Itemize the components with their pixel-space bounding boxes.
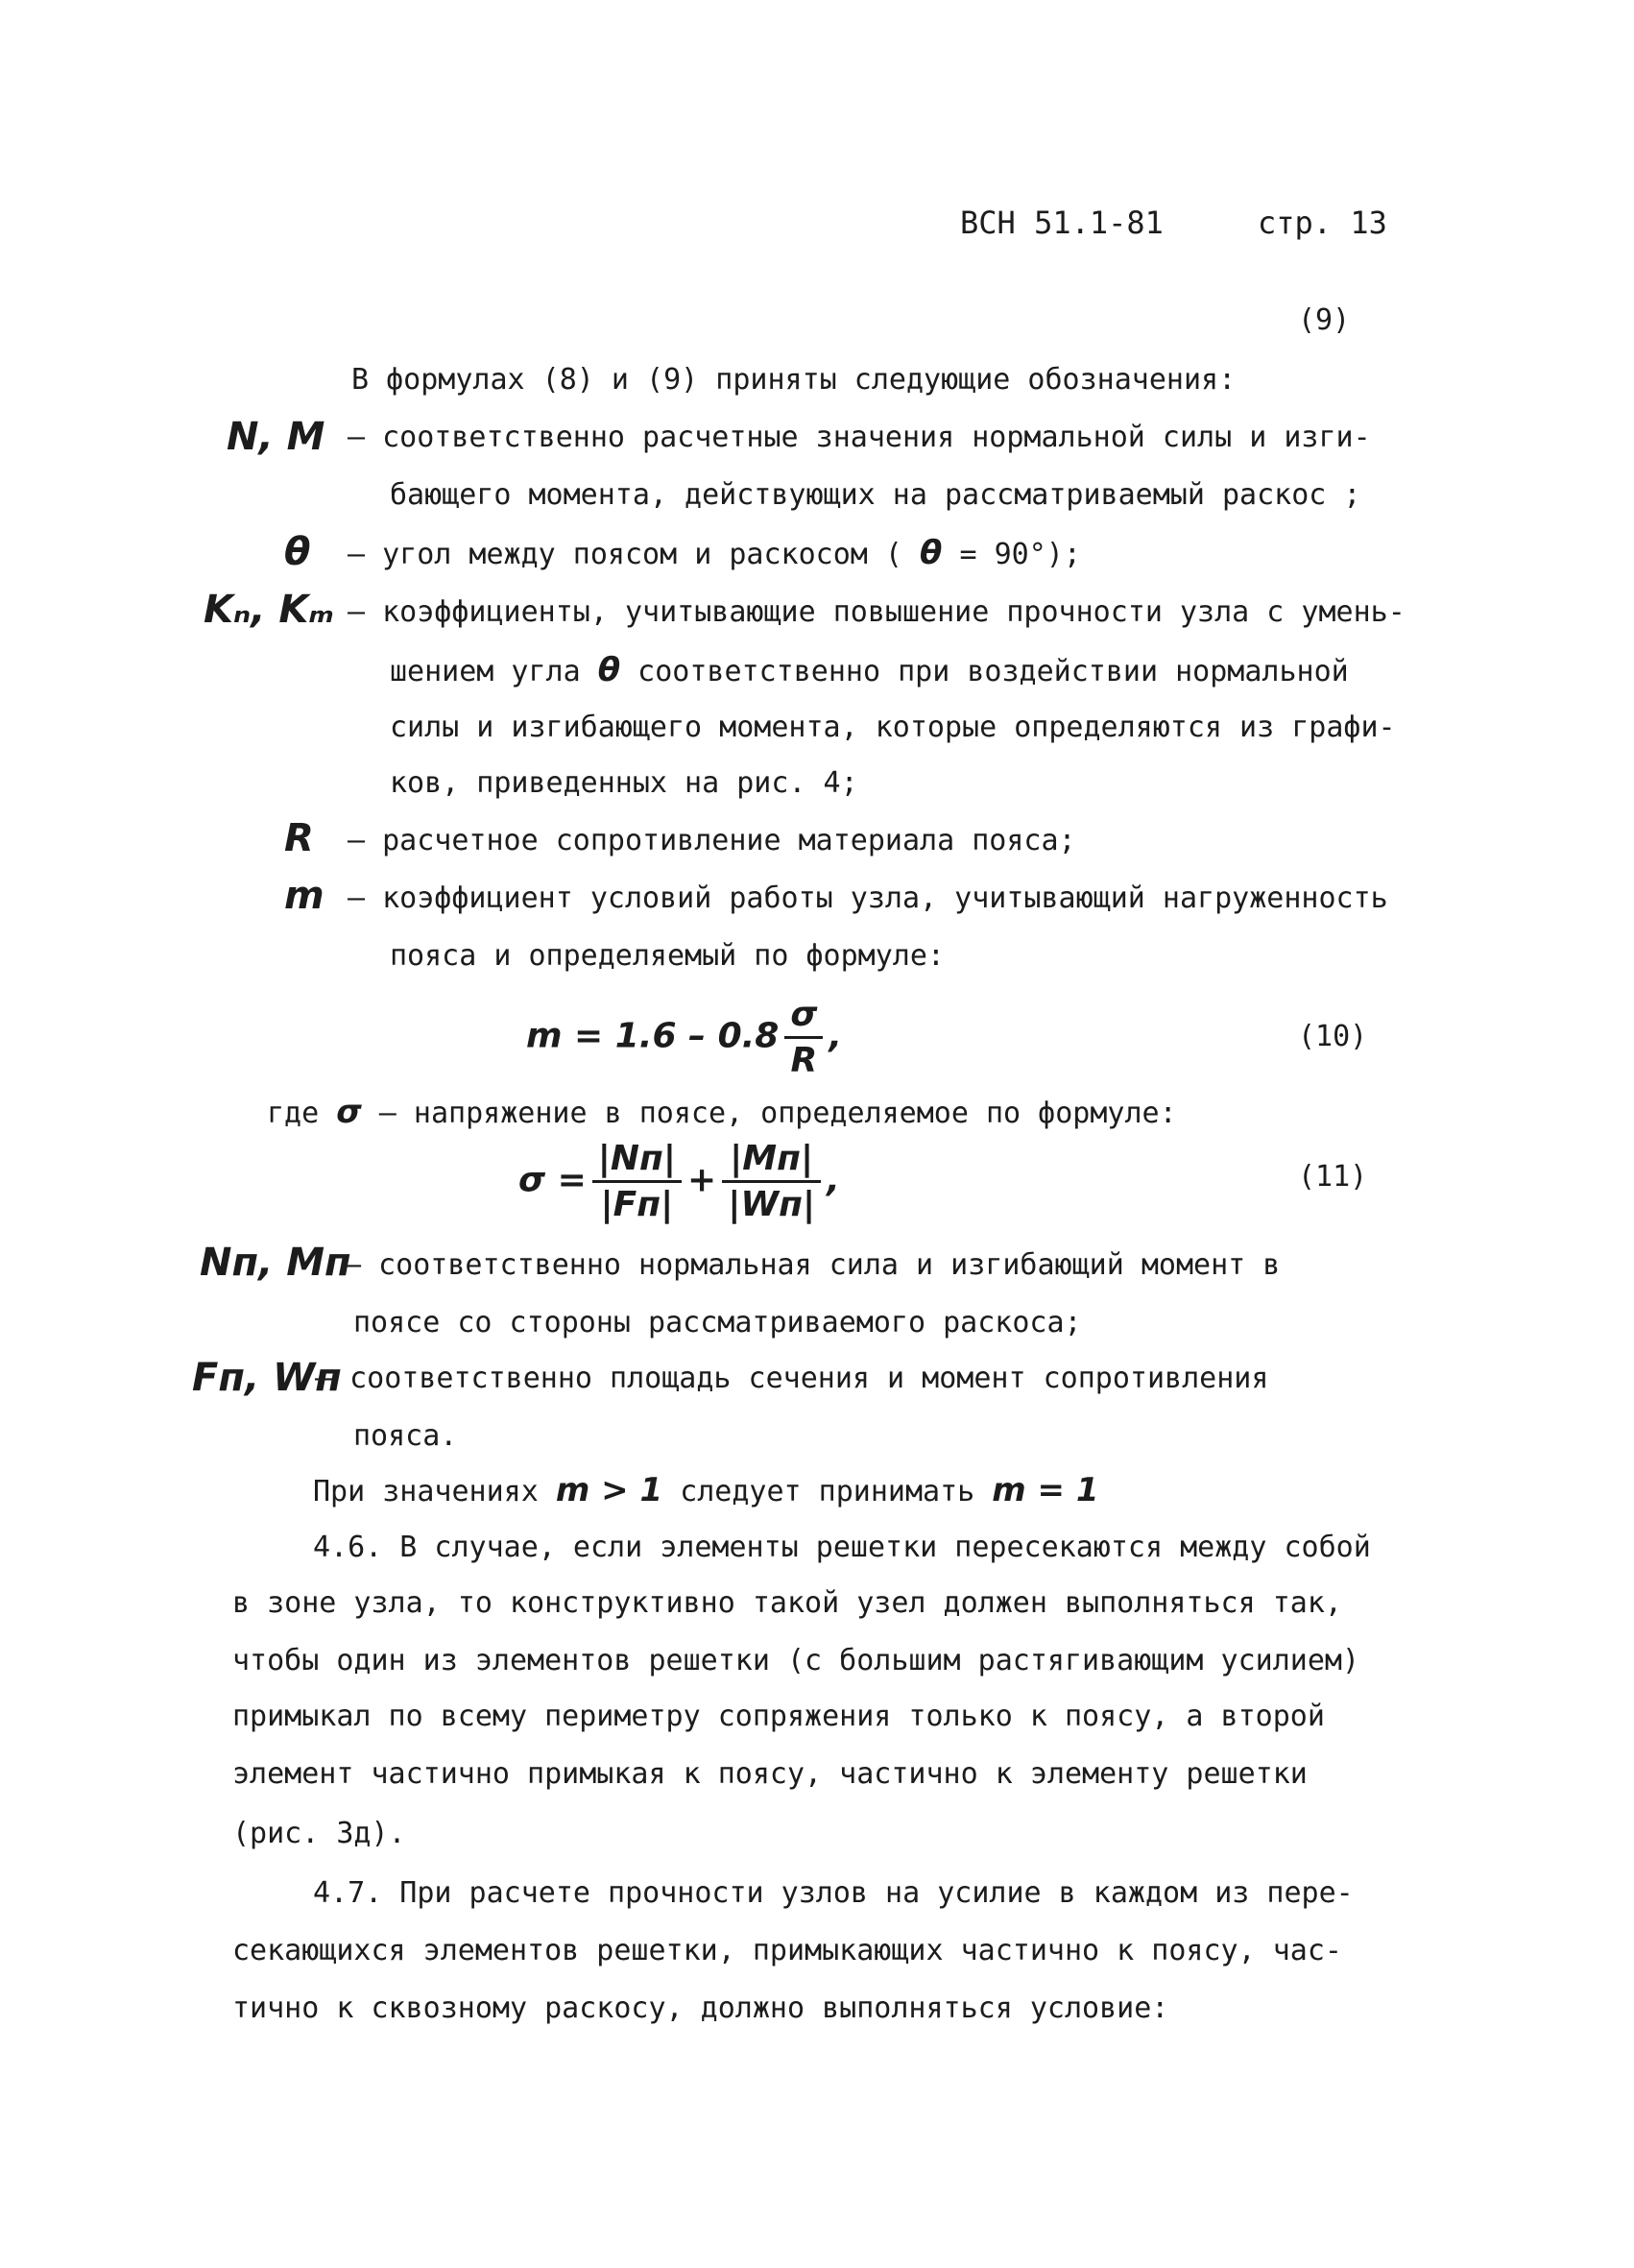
def-NnMn-line1: – соответственно нормальная сила и изгибающий момент в — [344, 1248, 1281, 1282]
def-R-line: – расчетное сопротивление материала пояса; — [348, 824, 1076, 857]
symbol-K: Kₙ, Kₘ — [204, 588, 334, 632]
where-sigma-text: – напряжение в поясе, определяемое по формуле: — [378, 1097, 1177, 1130]
symbol-R: R — [284, 816, 314, 860]
equation-11-number: (11) — [1298, 1160, 1368, 1194]
def-FnWn-line2: пояса. — [353, 1419, 458, 1453]
eq11-den2: |Wп| — [728, 1185, 816, 1224]
eq10-fraction — [784, 995, 823, 1080]
p47-line3: тично к сквозному раскосу, должно выполняться условие: — [232, 1991, 1169, 2025]
doc-code: ВСН 51.1-81 — [960, 205, 1164, 241]
eq11-num2: |Mп| — [722, 1139, 821, 1183]
def-K-line4: ков, приведенных на рис. 4; — [390, 766, 858, 800]
equation-10-number: (10) — [1298, 1020, 1368, 1053]
def-K-line3: силы и изгибающего момента, которые определяются из графи- — [390, 711, 1396, 744]
eq10-tail: , — [829, 1016, 843, 1056]
p46-line6: (рис. 3д). — [232, 1817, 406, 1850]
eq11-num1: |Nп| — [592, 1139, 682, 1183]
eq11-den1: |Fп| — [600, 1185, 674, 1224]
def-K-line2 — [390, 651, 1349, 691]
m-rule-val: m = 1 — [992, 1471, 1099, 1509]
m-rule-mid: следует принимать — [680, 1475, 975, 1508]
m-rule-cond: m > 1 — [555, 1471, 663, 1509]
def-theta-pre: – угол между поясом и раскосом ( — [348, 538, 902, 571]
def-FnWn-line1: – соответственно площадь сечения и момент сопротивления — [315, 1362, 1269, 1395]
def-NM-line2: бающего момента, действующих на рассматриваемый раскос ; — [390, 478, 1361, 512]
m-rule-line — [313, 1471, 1099, 1511]
def-m-line2: пояса и определяемый по формуле: — [390, 939, 945, 973]
equation-10 — [526, 995, 842, 1080]
def-theta-line — [348, 534, 1081, 574]
where-pre: где — [267, 1097, 320, 1130]
symbol-Nn-Mn: Nп, Mп — [200, 1241, 351, 1285]
where-sigma-sym: σ — [336, 1093, 362, 1131]
eq11-fraction-2 — [722, 1139, 821, 1224]
p46-line4: примыкал по всему периметру сопряжения только к поясу, а второй — [232, 1700, 1325, 1733]
m-rule-pre: При значениях — [313, 1475, 539, 1508]
symbol-m: m — [284, 874, 324, 918]
p47-line1: 4.7. При расчете прочности узлов на усилие в каждом из пере- — [313, 1876, 1354, 1910]
eq11-lhs: σ = — [518, 1160, 587, 1200]
eq10-lhs: m = 1.6 – 0.8 — [526, 1016, 780, 1056]
symbol-N-M: N, M — [227, 415, 325, 459]
def-theta-sym: θ — [920, 534, 943, 572]
symbol-theta: θ — [284, 530, 311, 574]
p46-line1: 4.6. В случае, если элементы решетки пересекаются между собой — [313, 1531, 1371, 1564]
equation-9-number: (9) — [1298, 303, 1351, 337]
p46-line5: элемент частично примыкая к поясу, частично к элементу решетки — [232, 1757, 1308, 1791]
def-m-line1: – коэффициент условий работы узла, учитывающий нагруженность — [348, 881, 1388, 915]
eq11-plus: + — [687, 1160, 717, 1200]
page-number: стр. 13 — [1258, 205, 1387, 241]
def-NM-line1: – соответственно расчетные значения нормальной силы и изги- — [348, 421, 1371, 454]
def-K-line2b: соответственно при воздействии нормальной — [637, 655, 1349, 688]
def-K-line2a: шением угла — [390, 655, 581, 688]
equation-11 — [518, 1139, 840, 1224]
p46-line2: в зоне узла, то конструктивно такой узел должен выполняться так, — [232, 1586, 1342, 1620]
p47-line2: секающихся элементов решетки, примыкающих частично к поясу, час- — [232, 1934, 1342, 1967]
p46-line3: чтобы один из элементов решетки (с большим растягивающим усилием) — [232, 1644, 1359, 1677]
where-sigma-line — [267, 1093, 1177, 1133]
intro-line: В формулах (8) и (9) приняты следующие обозначения: — [351, 363, 1237, 397]
def-NnMn-line2: поясе со стороны рассматриваемого раскоса; — [353, 1306, 1082, 1339]
eq10-numerator: σ — [784, 995, 823, 1039]
eq10-denominator: R — [790, 1041, 818, 1080]
def-K-line1: – коэффициенты, учитывающие повышение прочности узла с умень- — [348, 595, 1406, 629]
symbol-Fn-Wn: Fп, Wп — [192, 1356, 342, 1400]
def-K-theta: θ — [597, 651, 621, 689]
eq11-tail: , — [827, 1160, 840, 1200]
eq11-fraction-1 — [592, 1139, 682, 1224]
def-theta-post: = 90°); — [959, 538, 1081, 571]
